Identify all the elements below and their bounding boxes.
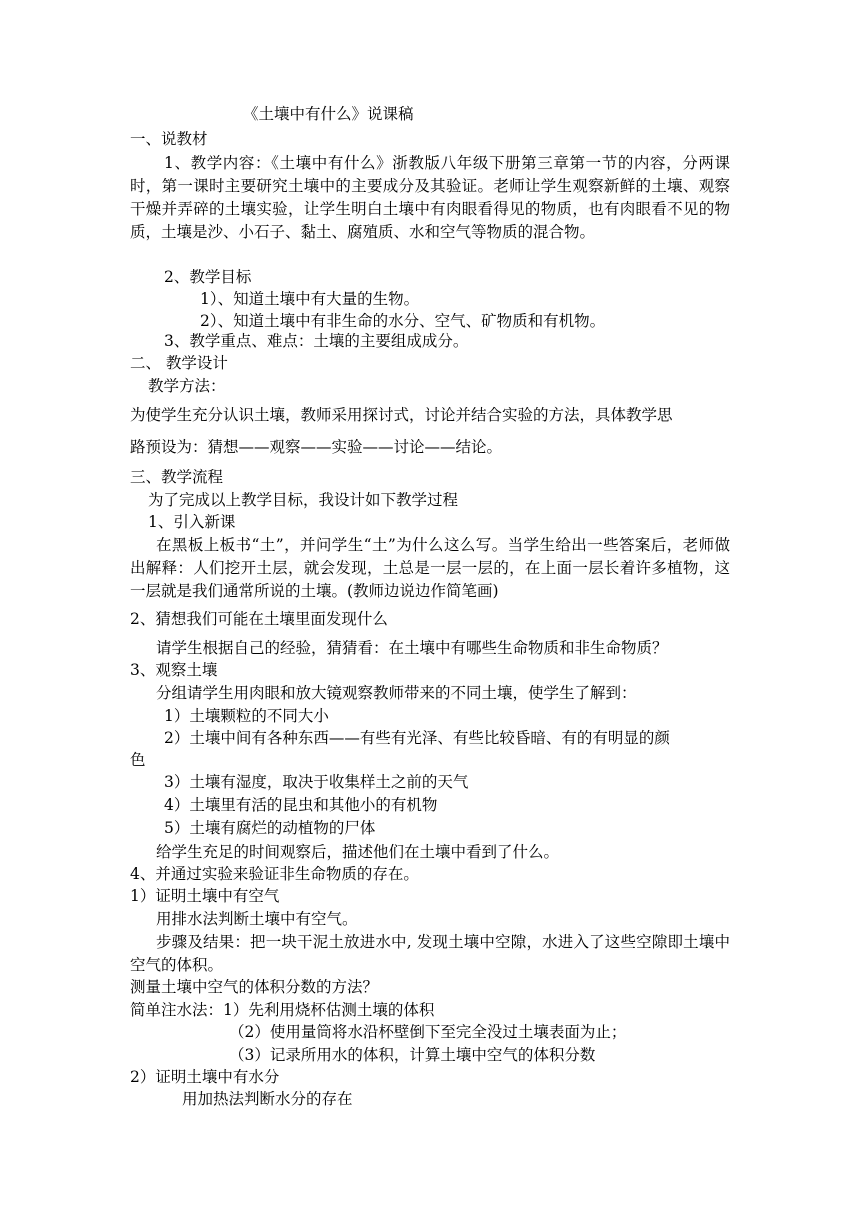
paragraph: 1、教学内容：《土壤中有什么》浙教版八年级下册第三章第一节的内容，分两课时，第一课时主要研究土壤中的主要成分及其验证。老师让学生观察新鲜的土壤、观察干燥并弄碎的土壤实验，让学生明白土壤中有肉眼看得见的物质，也有肉眼看不见的物质，土壤是沙、小石子、黏土、腐殖质、水和空气等物质的混合物。 [130, 154, 730, 241]
paragraph-line: 测量土壤中空气的体积分数的方法？ [130, 978, 379, 996]
list-item: 1）、知道土壤中有大量的生物。 [200, 290, 420, 308]
subheading: 2、教学目标 [164, 268, 252, 286]
paragraph-line: 路预设为：猜想——观察——实验——讨论——结论。 [130, 438, 503, 456]
section-heading: 三、教学流程 [130, 468, 224, 486]
paragraph-line: 请学生根据自己的经验，猜猜看：在土壤中有哪些生命物质和非生命物质？ [156, 639, 668, 657]
list-item: 1）土壤颗粒的不同大小 [164, 707, 329, 725]
paragraph: 在黑板上板书“土”，并问学生“土”为什么这么写。当学生给出一些答案后，老师做出解释：人们挖开土层，就会发现，土总是一层一层的，在上面一层长着许多植物，这一层就是我们通常所说的土壤。(教师边说边作简笔画) [130, 536, 730, 600]
paragraph-line: 用排水法判断土壤中有空气。 [156, 910, 358, 928]
list-item: 色 [130, 751, 146, 769]
document-title: 《土壤中有什么》说课稿 [243, 105, 414, 123]
section-heading: 一、说教材 [130, 130, 208, 148]
list-item: 3）土壤有湿度，取决于收集样土之前的天气 [164, 773, 469, 791]
paragraph-line: 用加热法判断水分的存在 [182, 1090, 353, 1108]
paragraph-line: 分组请学生用肉眼和放大镜观察教师带来的不同土壤，使学生了解到： [156, 684, 637, 702]
paragraph-line: 给学生充足的时间观察后，描述他们在土壤中看到了什么。 [156, 843, 560, 861]
list-item: 2）、知道土壤中有非生命的水分、空气、矿物质和有机物。 [200, 312, 606, 330]
paragraph: 步骤及结果：把一块干泥土放进水中, 发现土壤中空隙，水进入了这些空隙即土壤中空气的体积。 [130, 933, 730, 974]
subheading: 3、教学重点、难点：土壤的主要组成成分。 [164, 332, 469, 350]
subheading: 3、观察土壤 [130, 661, 218, 679]
list-item: 2）证明土壤中有水分 [130, 1068, 280, 1086]
list-item: （3）记录所用水的体积，计算土壤中空气的体积分数 [229, 1046, 596, 1064]
subheading: 4、并通过实验来验证非生命物质的存在。 [130, 865, 419, 883]
list-item: 1）证明土壤中有空气 [130, 887, 280, 905]
list-item: 2）土壤中间有各种东西——有些有光泽、有些比较昏暗、有的有明显的颜 [164, 729, 670, 747]
subheading: 2、猜想我们可能在土壤里面发现什么 [130, 610, 388, 628]
paragraph-line: 为使学生充分认识土壤，教师采用探讨式，讨论并结合实验的方法，具体教学思 [130, 406, 673, 424]
subheading: 1、引入新课 [148, 513, 236, 531]
section-heading: 二、 教学设计 [130, 354, 228, 372]
list-item: （2）使用量筒将水沿杯壁倒下至完全没过土壤表面为止； [229, 1023, 627, 1041]
list-item: 4）土壤里有活的昆虫和其他小的有机物 [164, 796, 438, 814]
list-item: 简单注水法：1）先利用烧杯估测土壤的体积 [130, 1001, 435, 1019]
paragraph-line: 为了完成以上教学目标，我设计如下教学过程 [148, 491, 459, 509]
label: 教学方法： [148, 377, 226, 395]
list-item: 5）土壤有腐烂的动植物的尸体 [164, 819, 376, 837]
